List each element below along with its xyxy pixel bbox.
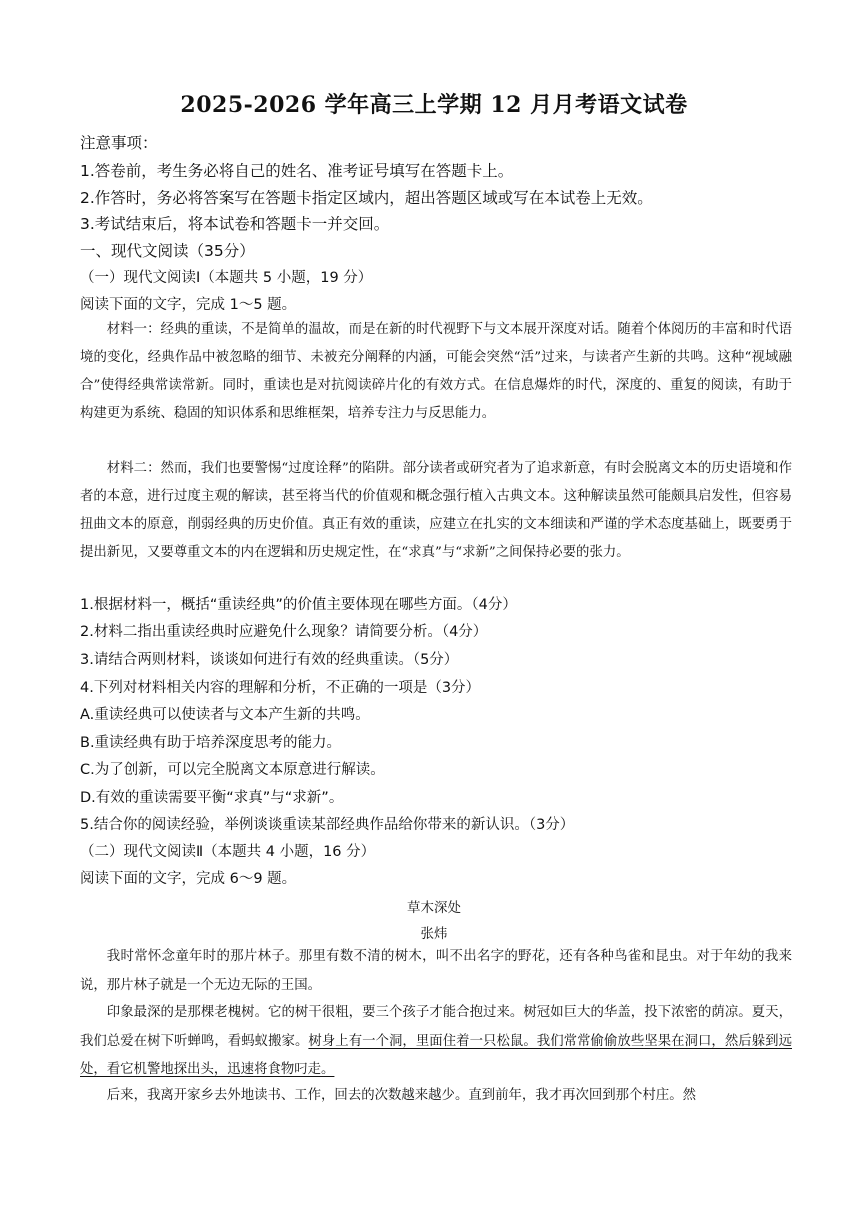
question-4: 4.下列对材料相关内容的理解和分析，不正确的一项是（3分） — [80, 680, 481, 696]
story-paragraph-3: 后来，我离开家乡去外地读书、工作，回去的次数越来越少。直到前年，我才再次回到那个村庄。然 — [106, 1088, 696, 1103]
page-title: 2025-2026 学年高三上学期 12 月月考语文试卷 — [180, 92, 688, 118]
option-a: A.重读经典可以使读者与文本产生新的共鸣。 — [80, 707, 370, 723]
notice-item-3: 3.考试结束后，将本试卷和答题卡一并交回。 — [80, 215, 390, 233]
option-c: C.为了创新，可以完全脱离文本原意进行解读。 — [80, 762, 385, 778]
story-paragraph-2 — [80, 999, 792, 1085]
story-title: 草木深处 — [407, 900, 461, 916]
part1-instruction: 阅读下面的文字，完成 1～5 题。 — [80, 297, 297, 313]
part2-heading: （二）现代文阅读Ⅱ（本题共 4 小题，16 分） — [80, 844, 376, 860]
part1-heading: （一）现代文阅读Ⅰ（本题共 5 小题，19 分） — [80, 270, 373, 286]
story-paragraph-1: 我时常怀念童年时的那片林子。那里有数不清的树木，叫不出名字的野花，还有各种鸟雀和昆虫。对于年幼的我来说，那片林子就是一个无边无际的王国。 — [80, 949, 792, 993]
story-paragraph-2-text: 印象最深的是那棵老槐树。它的树干很粗，要三个孩子才能合抱过来。树冠如巨大的华盖，投下浓密的荫凉。夏天，我们总爱在树下听蝉鸣，看蚂蚁搬家。 — [80, 1005, 792, 1049]
material-two-paragraph: 材料二：然而，我们也要警惕“过度诠释”的陷阱。部分读者或研究者为了追求新意，有时会脱离文本的历史语境和作者的本意，进行过度主观的解读，甚至将当代的价值观和概念强行植入古典文本。这种解读虽然可能颇具启发性，但容易扭曲文本的原意，削弱经典的历史价值。真正有效的重读，应建立在扎实的文本细读和严谨的学术态度基础上，既要勇于提出新见，又要尊重文本的内在逻辑和历史规定性，在“求真”与“求新”之间保持必要的张力。 — [80, 461, 792, 560]
material-one-paragraph: 材料一：经典的重读，不是简单的温故，而是在新的时代视野下与文本展开深度对话。随着个体阅历的丰富和时代语境的变化，经典作品中被忽略的细节、未被充分阐释的内涵，可能会突然“活”过来，与读者产生新的共鸣。这种“视域融合”使得经典常读常新。同时，重读也是对抗阅读碎片化的有效方式。在信息爆炸的时代，深度的、重复的阅读，有助于构建更为系统、稳固的知识体系和思维框架，培养专注力与反思能力。 — [80, 322, 792, 421]
question-1: 1.根据材料一，概括“重读经典”的价值主要体现在哪些方面。（4分） — [80, 597, 517, 613]
part2-instruction: 阅读下面的文字，完成 6～9 题。 — [80, 871, 297, 887]
notice-item-2: 2.作答时，务必将答案写在答题卡指定区域内，超出答题区域或写在本试卷上无效。 — [80, 189, 653, 207]
notice-heading: 注意事项： — [80, 134, 158, 152]
underlined-passage: 树身上有一个洞，里面住着一只松鼠。我们常常偷偷放些坚果在洞口，然后躲到远处，看它机警地探出头，迅速将食物叼走。 — [80, 1033, 792, 1077]
question-2: 2.材料二指出重读经典时应避免什么现象？请简要分析。（4分） — [80, 624, 488, 640]
notice-item-1: 1.答卷前，考生务必将自己的姓名、准考证号填写在答题卡上。 — [80, 162, 514, 180]
section-heading: 一、现代文阅读（35分） — [80, 242, 255, 260]
option-d: D.有效的重读需要平衡“求真”与“求新”。 — [80, 790, 344, 806]
question-3: 3.请结合两则材料，谈谈如何进行有效的经典重读。（5分） — [80, 652, 459, 668]
option-b: B.重读经典有助于培养深度思考的能力。 — [80, 735, 342, 751]
question-5: 5.结合你的阅读经验，举例谈谈重读某部经典作品给你带来的新认识。（3分） — [80, 817, 575, 833]
story-author: 张炜 — [420, 926, 448, 942]
